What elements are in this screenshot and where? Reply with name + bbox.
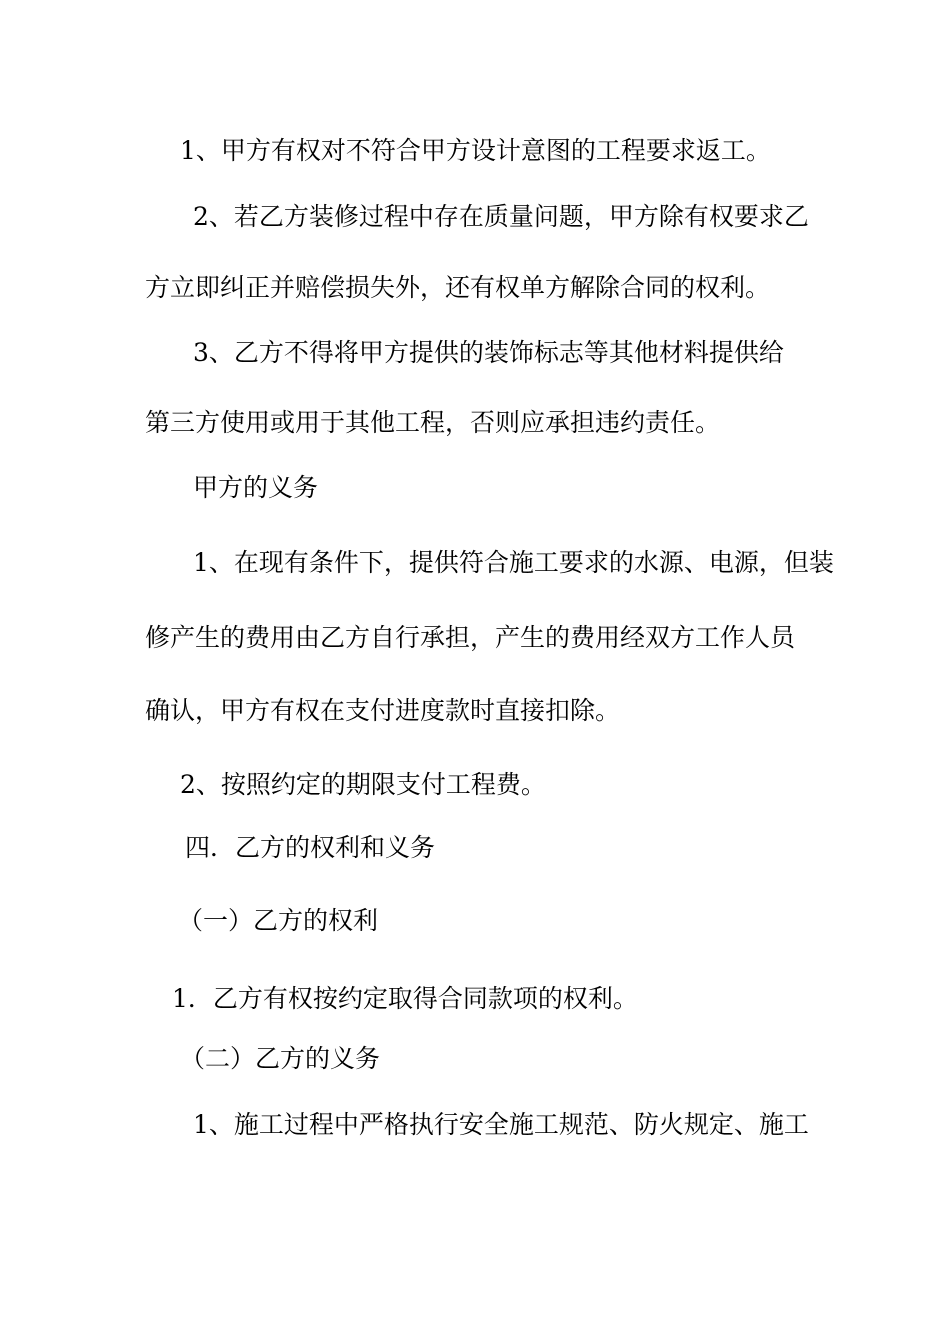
section-heading: 四．乙方的权利和义务: [185, 833, 436, 862]
clause-line: 3、乙方不得将甲方提供的装饰标志等其他材料提供给: [193, 338, 784, 367]
clause-line: 修产生的费用由乙方自行承担，产生的费用经双方工作人员: [145, 623, 796, 652]
clause-line: 1、在现有条件下，提供符合施工要求的水源、电源，但装: [193, 548, 834, 577]
clause-line: 方立即纠正并赔偿损失外，还有权单方解除合同的权利。: [145, 273, 771, 302]
subsection-heading: （一）乙方的权利: [178, 906, 379, 935]
clause-line: 1、施工过程中严格执行安全施工规范、防火规定、施工: [193, 1110, 809, 1139]
clause-line: 1．乙方有权按约定取得合同款项的权利。: [172, 984, 638, 1013]
clause-line: 确认，甲方有权在支付进度款时直接扣除。: [145, 696, 621, 725]
clause-line: 1、甲方有权对不符合甲方设计意图的工程要求返工。: [180, 136, 771, 165]
clause-line: 2、按照约定的期限支付工程费。: [180, 770, 546, 799]
subsection-heading: （二）乙方的义务: [180, 1044, 381, 1073]
clause-line: 2、若乙方装修过程中存在质量问题，甲方除有权要求乙: [193, 202, 809, 231]
section-heading: 甲方的义务: [193, 473, 319, 502]
clause-line: 第三方使用或用于其他工程，否则应承担违约责任。: [145, 408, 721, 437]
